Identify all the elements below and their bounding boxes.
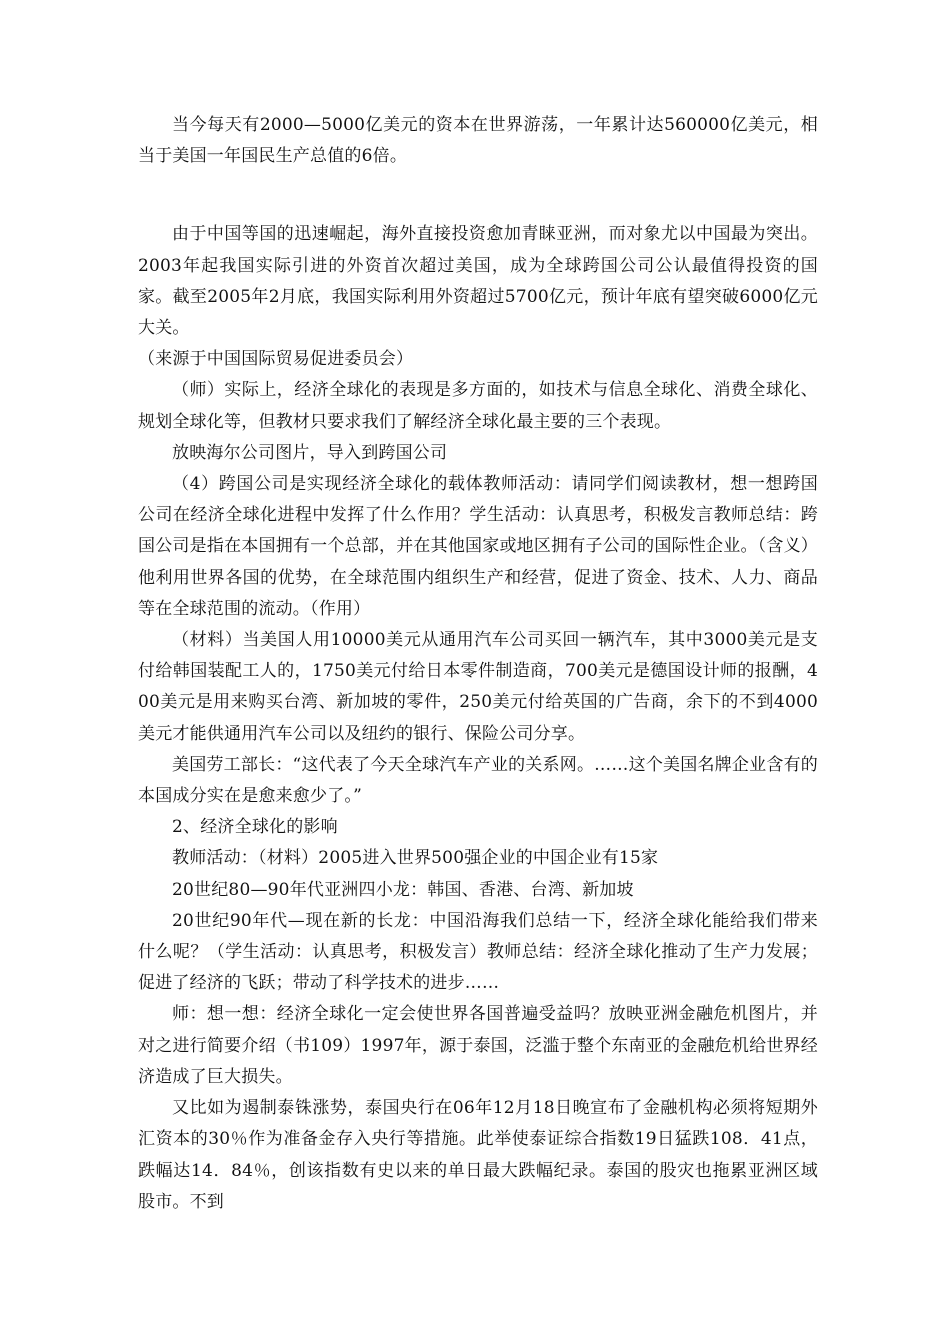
paragraph-multinational-companies: （4）跨国公司是实现经济全球化的载体教师活动：请同学们阅读教材，想一想跨国公司在经济全球化进程中发挥了什么作用？学生活动：认真思考，积极发言教师总结：跨国公司是指在本国拥有一个总部，并在其他国家或地区拥有子公司的国际性企业。（含义）他利用世界各国的优势，在全球范围内组织生产和经营，促进了资金、技术、人力、商品等在全球范围的流动。（作用）: [138, 474, 818, 619]
paragraph-asian-financial-crisis: 师：想一想：经济全球化一定会使世界各国普遍受益吗？放映亚洲金融危机图片，并对之进行简要介绍（书109）1997年，源于泰国，泛滥于整个东南亚的金融危机给世界经济造成了巨大损失。: [138, 1004, 818, 1087]
paragraph-fortune-500: 教师活动：（材料）2005进入世界500强企业的中国企业有15家: [172, 848, 659, 869]
paragraph-four-dragons: 20世纪80—90年代亚洲四小龙：韩国、香港、台湾、新加坡: [172, 879, 634, 900]
paragraph-labor-secretary: 美国劳工部长：“这代表了今天全球汽车产业的关系网。……这个美国名牌企业含有的本国成分实在是愈来愈少了。”: [138, 754, 818, 807]
paragraph-haier-intro: 放映海尔公司图片，导入到跨国公司: [172, 442, 448, 463]
paragraph-gap: [138, 172, 818, 219]
section-heading-globalization-impact: 2、经济全球化的影响: [172, 817, 338, 838]
document-body: [138, 110, 818, 1218]
paragraph-foreign-investment: 由于中国等国的迅速崛起，海外直接投资愈加青睐亚洲，而对象尤以中国最为突出。2003年起我国实际引进的外资首次超过美国，成为全球跨国公司公认最值得投资的国家。截至2005年2月底，我国实际利用外资超过5700亿元，预计年底有望突破6000亿元大关。: [138, 224, 818, 339]
paragraph-source-note: （来源于中国国际贸易促进委员会）: [138, 349, 414, 370]
paragraph-capital-flow: 当今每天有2000—5000亿美元的资本在世界游荡，一年累计达560000亿美元，相当于美国一年国民生产总值的6倍。: [138, 115, 818, 167]
paragraph-new-dragon: 20世纪90年代—现在新的长龙：中国沿海我们总结一下，经济全球化能给我们带来什么呢？（学生活动：认真思考，积极发言）教师总结：经济全球化推动了生产力发展；促进了经济的飞跃；带动了科学技术的进步……: [138, 910, 818, 994]
paragraph-gm-material: （材料）当美国人用10000美元从通用汽车公司买回一辆汽车，其中3000美元是支付给韩国装配工人的，1750美元付给日本零件制造商，700美元是德国设计师的报酬，400美元是用来购买台湾、新加坡的零件，250美元付给英国的广告商，余下的不到4000美元才能供通用汽车公司以及纽约的银行、保险公司分享。: [138, 630, 818, 744]
paragraph-teacher-globalization: （师）实际上，经济全球化的表现是多方面的，如技术与信息全球化、消费全球化、规划全球化等，但教材只要求我们了解经济全球化最主要的三个表现。: [138, 380, 818, 432]
paragraph-thai-baht: 又比如为遏制泰铢涨势，泰国央行在06年12月18日晚宣布了金融机构必须将短期外汇资本的30％作为准备金存入央行等措施。此举使泰证综合指数19日猛跌108．41点，跌幅达14．84％，创该指数有史以来的单日最大跌幅纪录。泰国的股灾也拖累亚洲区域股市。不到: [138, 1098, 818, 1212]
